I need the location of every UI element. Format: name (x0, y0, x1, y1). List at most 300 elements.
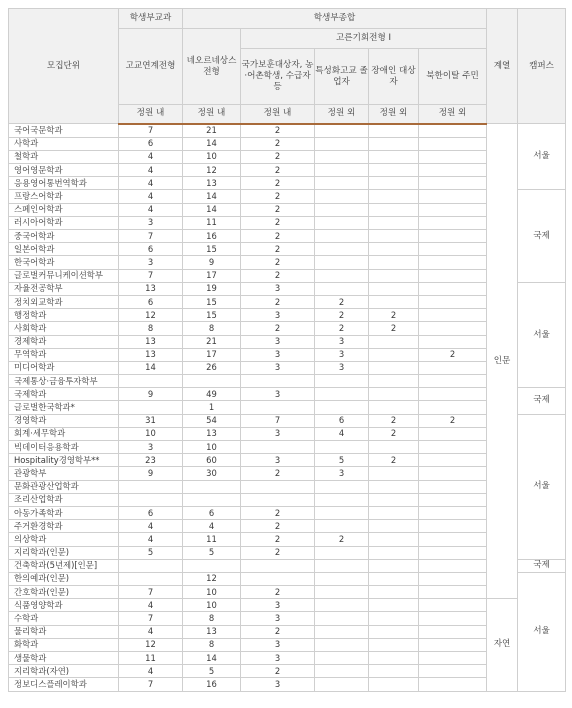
department-name: 지리학과(자연) (9, 665, 119, 678)
quota-cell: 3 (241, 612, 315, 625)
department-name: 글로벌커뮤니케이션학부 (9, 269, 119, 282)
table-body (9, 124, 566, 692)
department-name: 사학과 (9, 137, 119, 150)
admissions-quota-table (8, 8, 566, 692)
quota-cell (419, 652, 487, 665)
quota-cell (369, 665, 419, 678)
quota-cell: 3 (241, 678, 315, 691)
quota-cell: 2 (241, 230, 315, 243)
quota-cell (369, 124, 419, 138)
quota-cell (419, 124, 487, 138)
quota-cell (315, 612, 369, 625)
quota-cell: 2 (241, 546, 315, 559)
quota-cell: 11 (183, 533, 241, 546)
table-row (9, 388, 566, 401)
quota-cell: 2 (241, 506, 315, 519)
quota-cell: 3 (241, 282, 315, 295)
quota-cell: 3 (241, 652, 315, 665)
quota-cell: 14 (119, 361, 183, 374)
quota-cell: 10 (183, 599, 241, 612)
quota-cell (419, 203, 487, 216)
table-row (9, 348, 566, 361)
quota-cell: 7 (241, 414, 315, 427)
quota-cell: 2 (241, 520, 315, 533)
quota-cell (315, 137, 369, 150)
table-row (9, 493, 566, 506)
quota-cell (419, 467, 487, 480)
header-goeun-gihoe: 고른기회전형 I (241, 29, 487, 49)
quota-cell (369, 652, 419, 665)
department-name: 무역학과 (9, 348, 119, 361)
quota-cell: 4 (315, 427, 369, 440)
department-name: 건축학과(5년제)[인문] (9, 559, 119, 572)
quota-cell: 7 (119, 612, 183, 625)
quota-cell (315, 506, 369, 519)
quota-cell (419, 546, 487, 559)
quota-cell: 15 (183, 309, 241, 322)
department-name: 수학과 (9, 612, 119, 625)
quota-cell (119, 559, 183, 572)
quota-cell: 6 (119, 137, 183, 150)
department-name: 자율전공학부 (9, 282, 119, 295)
quota-cell (369, 572, 419, 585)
table-row (9, 150, 566, 163)
department-name: 사회학과 (9, 322, 119, 335)
quota-cell: 3 (119, 216, 183, 229)
table-row (9, 216, 566, 229)
quota-cell (183, 559, 241, 572)
department-name: 일본어학과 (9, 243, 119, 256)
quota-cell: 2 (241, 164, 315, 177)
table-row (9, 638, 566, 651)
quota-cell (241, 493, 315, 506)
table-row (9, 124, 566, 138)
quota-cell: 17 (183, 348, 241, 361)
department-name: 아동가족학과 (9, 506, 119, 519)
header-quota-outside: 정원 외 (419, 105, 487, 124)
table-row (9, 586, 566, 599)
quota-cell (419, 480, 487, 493)
quota-cell: 3 (241, 335, 315, 348)
header-quota-outside: 정원 외 (315, 105, 369, 124)
quota-cell: 15 (183, 243, 241, 256)
header-quota-outside: 정원 외 (369, 105, 419, 124)
quota-cell: 14 (183, 652, 241, 665)
table-row (9, 467, 566, 480)
department-name: 경제학과 (9, 335, 119, 348)
quota-cell: 5 (315, 454, 369, 467)
quota-cell (315, 546, 369, 559)
department-name: 조리산업학과 (9, 493, 119, 506)
quota-cell: 60 (183, 454, 241, 467)
quota-cell (241, 480, 315, 493)
quota-cell: 2 (241, 586, 315, 599)
table-row (9, 256, 566, 269)
department-name: 빅데이터응용학과 (9, 441, 119, 454)
quota-cell (419, 361, 487, 374)
department-name: 영어영문학과 (9, 164, 119, 177)
quota-cell (419, 216, 487, 229)
department-name: 지리학과(인문) (9, 546, 119, 559)
department-name: 응용영어통번역학과 (9, 177, 119, 190)
quota-cell (315, 665, 369, 678)
quota-cell (315, 441, 369, 454)
quota-cell: 3 (241, 427, 315, 440)
quota-cell (369, 678, 419, 691)
campus-cell: 서울 (518, 414, 566, 559)
quota-cell: 21 (183, 124, 241, 138)
quota-cell: 2 (241, 190, 315, 203)
quota-cell (315, 216, 369, 229)
quota-cell (419, 520, 487, 533)
quota-cell: 3 (315, 467, 369, 480)
department-name: 문화관광산업학과 (9, 480, 119, 493)
quota-cell: 2 (241, 665, 315, 678)
header-bukhan-italjumin: 북한이탈 주민 (419, 49, 487, 105)
quota-cell (369, 480, 419, 493)
department-name: 행정학과 (9, 309, 119, 322)
quota-cell: 13 (183, 177, 241, 190)
table-row (9, 375, 566, 388)
header-quota-inside: 정원 내 (241, 105, 315, 124)
quota-cell (419, 335, 487, 348)
quota-cell: 2 (315, 533, 369, 546)
category-cell: 인문 (487, 124, 518, 599)
quota-cell (119, 401, 183, 414)
quota-cell (369, 190, 419, 203)
quota-cell: 3 (241, 638, 315, 651)
department-name: 한국어학과 (9, 256, 119, 269)
quota-cell (315, 177, 369, 190)
quota-cell: 2 (241, 256, 315, 269)
department-name: 미디어학과 (9, 361, 119, 374)
quota-cell: 13 (119, 348, 183, 361)
quota-cell: 14 (183, 203, 241, 216)
department-name: 관광학부 (9, 467, 119, 480)
quota-cell (369, 599, 419, 612)
quota-cell: 7 (119, 586, 183, 599)
quota-cell: 10 (119, 427, 183, 440)
quota-cell: 4 (119, 177, 183, 190)
quota-cell (315, 493, 369, 506)
table-row (9, 295, 566, 308)
quota-cell (315, 559, 369, 572)
quota-cell: 6 (315, 414, 369, 427)
quota-cell: 2 (369, 454, 419, 467)
quota-cell (419, 533, 487, 546)
quota-cell (315, 164, 369, 177)
table-row (9, 520, 566, 533)
quota-cell: 12 (119, 309, 183, 322)
quota-cell: 9 (119, 388, 183, 401)
department-name: 철학과 (9, 150, 119, 163)
quota-cell: 4 (119, 665, 183, 678)
quota-cell: 2 (241, 203, 315, 216)
quota-cell: 5 (183, 665, 241, 678)
quota-cell (369, 361, 419, 374)
quota-cell: 13 (119, 335, 183, 348)
department-name: 주거환경학과 (9, 520, 119, 533)
table-row (9, 427, 566, 440)
header-gyogwa: 학생부교과 (119, 9, 183, 29)
quota-cell (419, 638, 487, 651)
table-row (9, 546, 566, 559)
table-row (9, 335, 566, 348)
header-gyogyo-yeongye: 고교연계전형 (119, 29, 183, 105)
quota-cell (369, 520, 419, 533)
quota-cell: 12 (183, 164, 241, 177)
quota-cell: 8 (183, 322, 241, 335)
quota-cell: 26 (183, 361, 241, 374)
quota-cell: 4 (119, 164, 183, 177)
quota-cell: 6 (183, 506, 241, 519)
quota-cell: 4 (119, 190, 183, 203)
table-row (9, 454, 566, 467)
quota-cell: 12 (183, 572, 241, 585)
quota-cell (369, 625, 419, 638)
quota-cell (419, 665, 487, 678)
quota-cell: 30 (183, 467, 241, 480)
quota-cell: 2 (241, 467, 315, 480)
quota-cell (315, 269, 369, 282)
quota-cell (419, 401, 487, 414)
quota-cell (369, 256, 419, 269)
quota-cell: 4 (119, 150, 183, 163)
campus-cell: 서울 (518, 572, 566, 691)
quota-cell (369, 216, 419, 229)
quota-cell: 3 (241, 309, 315, 322)
header-quota-inside: 정원 내 (183, 105, 241, 124)
quota-cell (419, 269, 487, 282)
header-teukseonghwa: 특성화고교 졸업자 (315, 49, 369, 105)
department-name: 스페인어학과 (9, 203, 119, 216)
quota-cell: 10 (183, 586, 241, 599)
quota-cell (419, 625, 487, 638)
quota-cell (315, 572, 369, 585)
quota-cell (369, 586, 419, 599)
department-name: 국어국문학과 (9, 124, 119, 138)
quota-cell (241, 572, 315, 585)
quota-cell: 3 (119, 441, 183, 454)
quota-cell: 10 (183, 441, 241, 454)
quota-cell (419, 164, 487, 177)
table-row (9, 190, 566, 203)
quota-cell (419, 190, 487, 203)
quota-cell (315, 282, 369, 295)
quota-cell: 4 (119, 203, 183, 216)
quota-cell (369, 230, 419, 243)
table-row (9, 612, 566, 625)
quota-cell (419, 678, 487, 691)
campus-cell: 국제 (518, 559, 566, 572)
quota-cell: 13 (119, 282, 183, 295)
quota-cell: 1 (183, 401, 241, 414)
quota-cell: 6 (119, 506, 183, 519)
quota-cell: 7 (119, 269, 183, 282)
quota-cell (369, 348, 419, 361)
quota-cell: 2 (241, 295, 315, 308)
quota-cell: 2 (241, 124, 315, 138)
quota-cell (241, 375, 315, 388)
quota-cell (419, 322, 487, 335)
quota-cell (369, 203, 419, 216)
quota-cell: 6 (119, 295, 183, 308)
department-name: 프랑스어학과 (9, 190, 119, 203)
quota-cell (419, 427, 487, 440)
quota-cell (419, 388, 487, 401)
department-name: 의상학과 (9, 533, 119, 546)
quota-cell: 19 (183, 282, 241, 295)
quota-cell: 5 (119, 546, 183, 559)
quota-cell (419, 282, 487, 295)
header-quota-inside: 정원 내 (119, 105, 183, 124)
quota-cell: 2 (241, 216, 315, 229)
quota-cell (183, 375, 241, 388)
quota-cell (419, 295, 487, 308)
quota-cell (369, 177, 419, 190)
quota-cell (369, 335, 419, 348)
quota-cell: 17 (183, 269, 241, 282)
quota-cell (315, 520, 369, 533)
header-neo-renaissance: 네오르네상스전형 (183, 29, 241, 105)
quota-cell: 12 (119, 638, 183, 651)
quota-cell (315, 190, 369, 203)
quota-cell: 7 (119, 124, 183, 138)
quota-cell (315, 625, 369, 638)
table-row (9, 414, 566, 427)
quota-cell (369, 164, 419, 177)
quota-cell: 2 (315, 295, 369, 308)
quota-cell: 13 (183, 625, 241, 638)
quota-cell: 4 (119, 599, 183, 612)
quota-cell (315, 243, 369, 256)
department-name: 생물학과 (9, 652, 119, 665)
quota-cell (419, 599, 487, 612)
table-row (9, 137, 566, 150)
quota-cell: 2 (241, 533, 315, 546)
quota-cell (315, 375, 369, 388)
quota-cell (419, 586, 487, 599)
table-row (9, 361, 566, 374)
quota-cell: 3 (241, 361, 315, 374)
department-name: Hospitality경영학부** (9, 454, 119, 467)
department-name: 간호학과(인문) (9, 586, 119, 599)
table-row (9, 559, 566, 572)
department-name: 글로벌한국학과* (9, 401, 119, 414)
quota-cell: 11 (183, 216, 241, 229)
quota-cell (315, 638, 369, 651)
quota-cell (419, 150, 487, 163)
quota-cell: 6 (119, 243, 183, 256)
quota-cell (369, 295, 419, 308)
quota-cell: 3 (241, 388, 315, 401)
quota-cell (369, 559, 419, 572)
quota-cell (119, 572, 183, 585)
quota-cell: 8 (183, 612, 241, 625)
quota-cell (315, 401, 369, 414)
quota-cell: 2 (241, 177, 315, 190)
table-row (9, 243, 566, 256)
quota-cell: 8 (119, 322, 183, 335)
table-row (9, 164, 566, 177)
quota-cell (369, 282, 419, 295)
quota-cell: 2 (241, 150, 315, 163)
quota-cell (315, 388, 369, 401)
quota-cell: 31 (119, 414, 183, 427)
table-row (9, 401, 566, 414)
quota-cell (419, 493, 487, 506)
campus-cell: 국제 (518, 190, 566, 282)
quota-cell: 13 (183, 427, 241, 440)
quota-cell (369, 493, 419, 506)
quota-cell (369, 533, 419, 546)
quota-cell: 16 (183, 230, 241, 243)
quota-cell (183, 480, 241, 493)
table-row (9, 480, 566, 493)
quota-cell: 2 (369, 427, 419, 440)
quota-cell (315, 150, 369, 163)
table-row (9, 625, 566, 638)
quota-cell (369, 269, 419, 282)
quota-cell: 7 (119, 230, 183, 243)
table-header (9, 9, 566, 124)
quota-cell (315, 203, 369, 216)
table-row (9, 203, 566, 216)
quota-cell: 3 (241, 348, 315, 361)
quota-cell (369, 243, 419, 256)
quota-cell (419, 230, 487, 243)
department-name: 국제학과 (9, 388, 119, 401)
quota-cell (419, 137, 487, 150)
table-row (9, 572, 566, 585)
department-name: 화학과 (9, 638, 119, 651)
table-row (9, 441, 566, 454)
quota-cell (369, 467, 419, 480)
quota-cell: 4 (119, 520, 183, 533)
quota-cell (369, 388, 419, 401)
quota-cell (369, 612, 419, 625)
quota-cell (369, 546, 419, 559)
quota-cell: 7 (119, 678, 183, 691)
department-name: 정치외교학과 (9, 295, 119, 308)
department-name: 정보디스플레이학과 (9, 678, 119, 691)
quota-cell: 14 (183, 137, 241, 150)
quota-cell (419, 256, 487, 269)
quota-cell: 2 (241, 322, 315, 335)
header-unit: 모집단위 (9, 9, 119, 124)
quota-cell (419, 454, 487, 467)
table-row (9, 665, 566, 678)
quota-cell (369, 375, 419, 388)
campus-cell: 국제 (518, 388, 566, 414)
header-gukga-bohun: 국가보훈대상자, 농·어촌학생, 수급자 등 (241, 49, 315, 105)
quota-cell: 5 (183, 546, 241, 559)
quota-cell (369, 401, 419, 414)
quota-cell (419, 177, 487, 190)
quota-cell (241, 441, 315, 454)
table-row (9, 533, 566, 546)
table-row (9, 322, 566, 335)
table-row (9, 230, 566, 243)
quota-cell (119, 493, 183, 506)
table-row (9, 599, 566, 612)
table-row (9, 678, 566, 691)
department-name: 식품영양학과 (9, 599, 119, 612)
quota-cell (419, 559, 487, 572)
quota-cell: 2 (419, 348, 487, 361)
quota-cell: 16 (183, 678, 241, 691)
quota-cell: 21 (183, 335, 241, 348)
